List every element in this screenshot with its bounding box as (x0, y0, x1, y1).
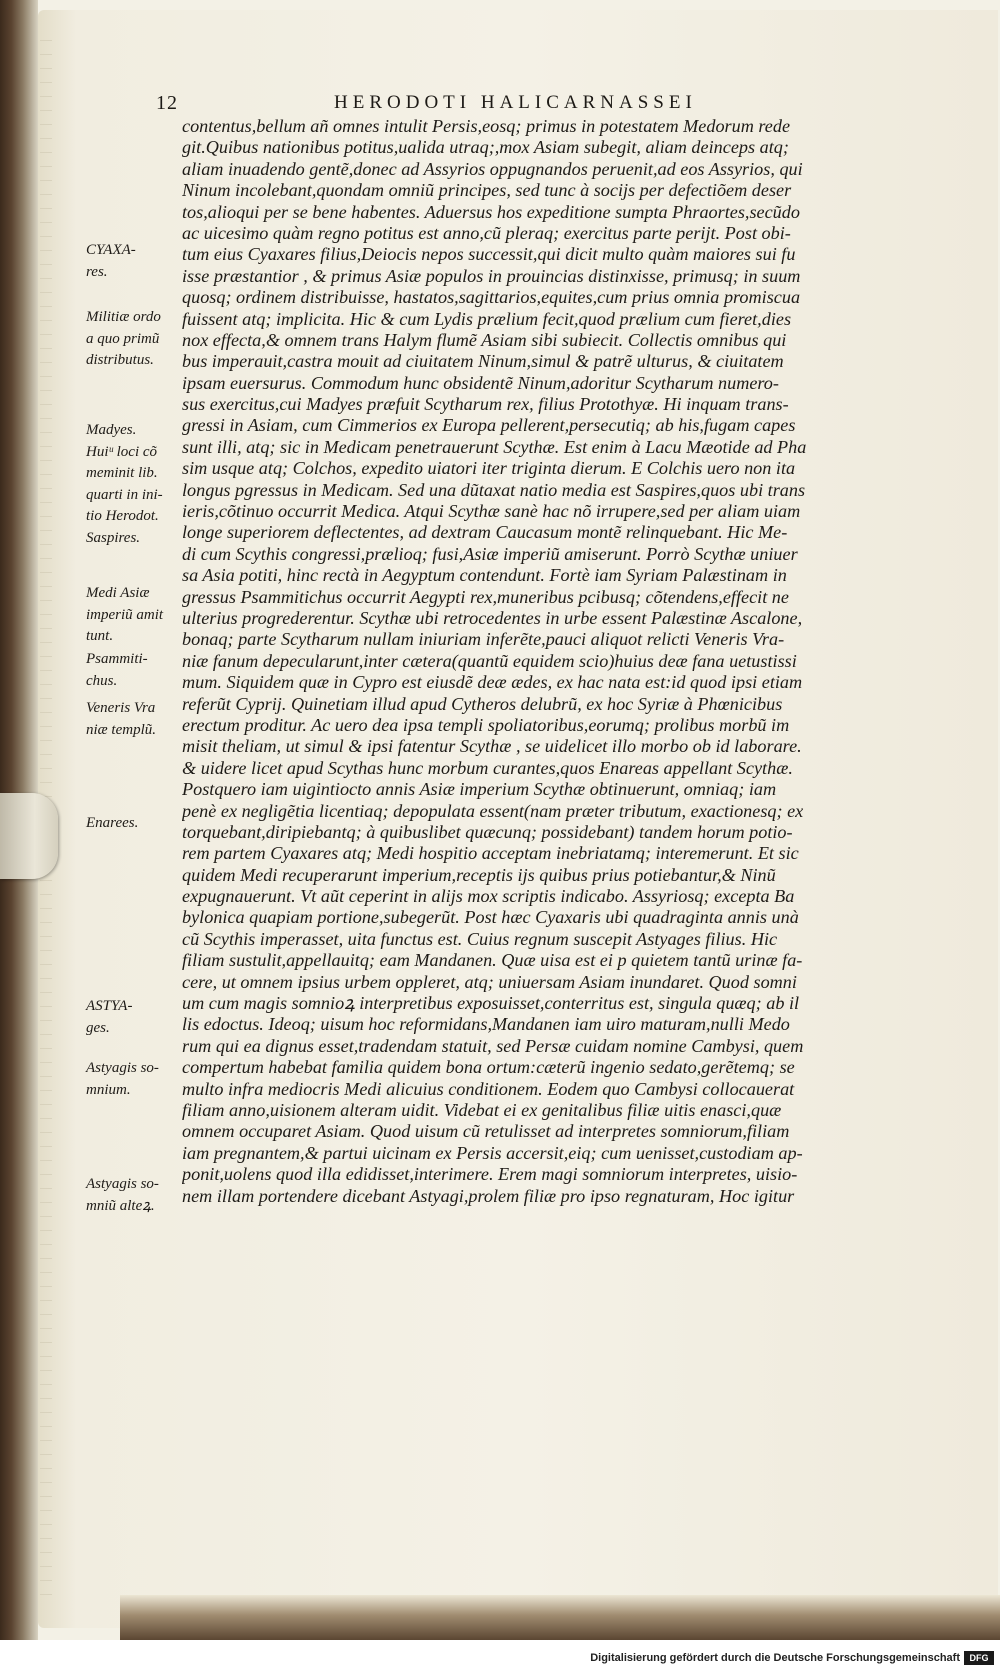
marginal-note (86, 698, 182, 741)
marginal-note (86, 649, 182, 692)
book-bottom-edge (120, 1595, 1000, 1640)
text-line: ipsam euersurus. Commodum hunc obsidentẽ Ninum,adoritur Scytharum numero- (182, 372, 779, 393)
text-line: rum qui ea dignus esset,tradendam statuit, sed Persæ cuidam nomine Cambysi, quem (182, 1035, 804, 1056)
text-line: bylonica quapiam portione,subegerũt. Post hæc Cyaxaris ubi quadraginta annis unà (182, 907, 799, 928)
text-line: quidem Medi recuperarunt imperium,receptis ijs quibus prius potiebantur,& Ninũ (182, 864, 776, 885)
marginal-note-line: distributus. (86, 352, 154, 368)
text-line: penè ex negligẽtia licentiaq; depopulata essent(nam præter tributum, exactionesq; ex (182, 800, 804, 821)
page-clip (0, 793, 58, 879)
text-line: ponit,uolens quod illa edidisset,interimere. Erem magi somniorum interpretes, uisio- (182, 1164, 798, 1185)
marginal-note-line: mniũ alteꝝ. (86, 1197, 155, 1214)
text-line: Postquero iam uigintiocto annis Asiæ imperium Scythæ obtinuerunt, omniaq; iam (182, 779, 777, 800)
text-line: referũt Cyprij. Quinetiam illud apud Cytheros delubrũ, ex hoc Syriæ à Phœnicibus (182, 693, 783, 714)
text-line: di cum Scythis congressi,prælioq; fusi,Asiæ imperiũ amiserunt. Porrò Scythæ uniuer (182, 543, 798, 564)
text-line: tos,alioqui per se bene habentes. Aduersus hos expeditione sumpta Phraortes,secũdo (182, 201, 800, 222)
text-line: aliam inuadendo gentẽ,donec ad Assyrios oppugnandos peruenit,ad eos Assyrios, qui (182, 158, 803, 179)
text-line: nox effecta,& omnem trans Halym flumẽ Asiam sibi subiecit. Collectis omnibus qui (182, 329, 787, 350)
text-line: bonaq; parte Scytharum nullam iniuriam inferẽte,pauci aliquot relicti Veneris Vra- (182, 629, 785, 650)
text-line: sim usque atq; Colchos, expedito uiatori iter triginta dierum. E Colchis uero non ita (182, 458, 796, 479)
text-line: ac uicesimo quàm regno potitus est anno,cũ pleraq; exercitus parte perijt. Post obi- (182, 222, 791, 243)
marginal-note (86, 813, 182, 835)
text-line: iam pregnantem,& partui uicinam ex Persis accersit,eiq; cum uenisset,custodiam ap- (182, 1142, 803, 1163)
marginal-note-line: Militiæ ordo (86, 309, 161, 325)
marginal-note-line: Astyagis so- (86, 1060, 159, 1076)
marginal-note-line: meminit lib. (86, 465, 158, 481)
text-line: expugnauerunt. Vt aũt ceperint in alijs mox scriptis indicabo. Assyriosq; excepta Ba (182, 886, 795, 907)
text-line: lis edoctus. Ideoq; uisum hoc reformidans,Mandanen iam uiro maturam,nulli Medo (182, 1014, 790, 1035)
marginal-note-line: Astyagis so- (86, 1176, 159, 1192)
marginal-note-line: Madyes. (86, 422, 137, 438)
body-text (182, 116, 902, 1207)
text-line: gressi in Asiam, cum Cimmerios ex Europa pellerent,persecutiq; ab his,fugam capes (182, 415, 796, 436)
marginal-note-line: niæ templũ. (86, 721, 156, 738)
text-line: longe superiorem deflectentes, ad dextram Caucasum montẽ relinquebant. Hic Me- (182, 522, 788, 543)
marginal-note-line: tio Herodot. (86, 508, 159, 524)
marginal-note (86, 420, 182, 549)
text-line: sus exercitus,cui Madyes præfuit Scytharum rex, filius Protothyæ. Hi inquam trans- (182, 394, 789, 415)
marginal-note-line: mnium. (86, 1081, 131, 1098)
text-line: bus imperauit,castra mouit ad ciuitatem Ninum,simul & patrẽ ulturus, & ciuitatem (182, 351, 784, 372)
marginal-note-line: tunt. (86, 628, 114, 644)
text-line: torquebant,diripiebantq; à quibuslibet quæcunq; possidebant) tandem horum potio- (182, 821, 793, 842)
marginal-note-line: Psammiti- (86, 651, 148, 667)
marginal-note-line: chus. (86, 672, 118, 689)
marginal-note-line: a quo primũ (86, 330, 160, 347)
text-line: omnem occuparet Asiam. Quod uisum cũ retulisset ad interpretes somniorum,filiam (182, 1121, 790, 1142)
text-line: erectum proditur. Ac uero dea ipsa templi spoliatoribus,eorumq; prolibus morbũ im (182, 714, 790, 735)
text-line: Ninum incolebant,quondam omniũ principes, sed tunc à socijs per defectiõem deser (182, 180, 792, 201)
text-line: & uidere licet apud Scythas hunc morbum curantes,quos Enareas appellant Scythæ. (182, 757, 793, 778)
text-line: misit theliam, ut simul & ipsi fatentur Scythæ , se uidelicet illo morbo ob id laborare. (182, 736, 802, 757)
text-line: niæ fanum depecularunt,inter cætera(quantũ equidem scio)huius deæ fana uetustissi (182, 650, 797, 671)
funding-credit: Digitalisierung gefördert durch die Deutsche Forschungsgemeinschaft (590, 1652, 960, 1664)
text-line: gressus Psammitichus occurrit Aegypti rex,muneribus pcibusq; cõtendens,effecit ne (182, 586, 789, 607)
text-line: um cum magis somnioꝝ interpretibus exposuisset,conterritus est, singula quæq; ab il (182, 993, 800, 1014)
text-line: multo infra mediocris Medi alicuius conditionem. Eodem quo Cambysi collocauerat (182, 1078, 795, 1099)
text-line: ieris,cõtinuo occurrit Medica. Atqui Scythæ sanè hac nõ irrupere,sed per aliam uiam (182, 501, 801, 522)
marginal-note-line: Saspires. (86, 529, 141, 546)
page-number: 12 (156, 92, 178, 114)
marginal-note-line: CYAXA- (86, 242, 136, 258)
text-line: nem illam portendere dicebant Astyagi,prolem filiæ pro ipso regnaturam, Hoc igitur (182, 1185, 795, 1206)
text-line: filiam anno,uisionem alteram uidit. Videbat ei ex genitalibus filiæ uitis enasci,quæ (182, 1099, 782, 1120)
marginal-note-line: Enarees. (86, 815, 139, 831)
marginal-note-line: Medi Asiæ (86, 585, 150, 601)
text-line: cere, ut omnem ipsius urbem oppleret, atq; uniuersam Asiam inundaret. Quod somni (182, 971, 797, 992)
footer (0, 1640, 1000, 1675)
text-line: mum. Siquidem quæ in Cypro est eiusdẽ deæ ædes, ex hac nata est:id quod ipsi etiam (182, 672, 803, 693)
text-line: isse præstantior , & primus Asiæ populos in prouincias distinxisse, primusq; in suum (182, 265, 801, 286)
marginal-note-line: quarti in ini- (86, 486, 163, 503)
marginal-note (86, 583, 182, 648)
text-line: sa Asia potiti, hinc rectà in Aegyptum contendunt. Fortè iam Syriam Palæstinam in (182, 565, 787, 586)
text-line: quosq; ordinem distribuisse, hastatos,sagittarios,equites,cum prius omnia promiscua (182, 287, 801, 308)
text-line: rem partem Cyaxares atq; Medi hospitio acceptam inebriatamq; interemerunt. Et sic (182, 843, 799, 864)
marginal-note-line: Veneris Vra (86, 700, 156, 716)
text-line: compertum habebat familia quidem bona ortum:cæterũ ingenio sedato,gerẽtemq; se (182, 1057, 795, 1078)
text-line: git.Quibus nationibus potitus,ualida utraq;,mox Asiam subegit, aliam deinceps atq; (182, 137, 789, 158)
text-line: sunt illi, atq; sic in Medicam penetrauerunt Scythæ. Est enim à Lacu Mæotide ad Pha (182, 436, 807, 457)
marginal-note (86, 307, 182, 372)
text-line: longus pgressus in Medicam. Sed una dũtaxat natio media est Saspires,quos ubi trans (182, 479, 806, 500)
marginal-note (86, 996, 182, 1039)
marginal-note-line: Huiᵘ loci cõ (86, 443, 158, 460)
text-line: contentus,bellum añ omnes intulit Persis,eosq; primus in potestatem Medorum rede (182, 116, 791, 136)
text-line: tum eius Cyaxares filius,Deiocis nepos successit,qui dicit multo quàm maiores sui fu (182, 244, 796, 265)
marginal-note (86, 1174, 182, 1217)
text-line: filiam sustulit,appellauitq; eam Mandanen. Quæ uisa est ei p quietem tantũ urinæ fa- (182, 950, 803, 971)
marginal-note (86, 1058, 182, 1101)
marginal-note-line: imperiũ amit (86, 606, 164, 623)
text-line: ulterius progrederentur. Scythæ ubi retrocedentes in urbe essent Palæstinæ Ascalone, (182, 607, 803, 628)
marginal-note (86, 240, 182, 283)
dfg-logo: DFG (964, 1651, 994, 1665)
text-line: fuissent atq; implicita. Hic & cum Lydis prælium fecit,quod prælium cum fieret,dies (182, 308, 792, 329)
marginal-note-line: ASTYA- (86, 998, 133, 1014)
running-head: HERODOTI HALICARNASSEI (334, 92, 697, 113)
marginal-note-line: res. (86, 263, 108, 280)
text-line: cũ Scythis imperasset, uita functus est. Cuius regnum suscepit Astyages filius. Hic (182, 928, 778, 949)
marginal-note-line: ges. (86, 1019, 110, 1036)
